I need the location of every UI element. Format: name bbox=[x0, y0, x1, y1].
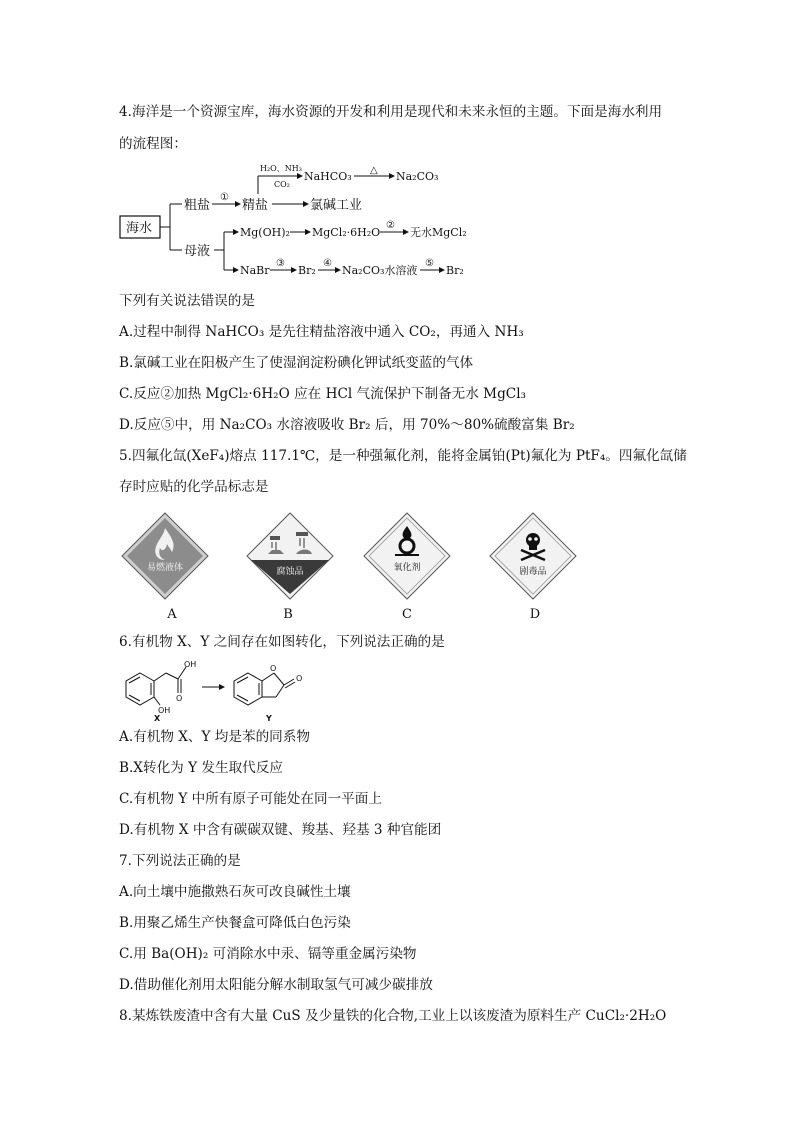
hazard-label-d: 剧毒品 bbox=[519, 567, 547, 577]
reaction-scheme bbox=[120, 655, 320, 723]
hazard-signs bbox=[120, 508, 600, 628]
q6-stem: 6.有机物 X、Y 之间存在如图转化，下列说法正确的是 bbox=[119, 634, 445, 650]
x-oh-phenol-label: OH bbox=[158, 706, 171, 715]
reagents-bottom-label: CO₂ bbox=[274, 180, 290, 189]
mgoh2-label: Mg(OH)₂ bbox=[240, 226, 290, 239]
step-5-marker: ⑤ bbox=[425, 258, 434, 269]
q4-option-b: B.氯碱工业在阳极产生了使湿润淀粉碘化钾试纸变蓝的气体 bbox=[119, 355, 474, 371]
q4-option-d: D.反应⑤中，用 Na₂CO₃ 水溶液吸收 Br₂ 后，用 70%～80%硫酸富集 Br₂ bbox=[119, 417, 575, 433]
x-oh-acid-label: OH bbox=[184, 660, 197, 669]
crude-salt-label: 粗盐 bbox=[184, 198, 211, 213]
br2-first-label: Br₂ bbox=[298, 264, 316, 277]
anhydrous-mgcl2-label: 无水MgCl₂ bbox=[410, 226, 467, 239]
hazard-letter-d: D bbox=[529, 607, 541, 622]
q5-stem-line-1: 5.四氟化氙(XeF₄)熔点 117.1℃，是一种强氟化剂，能将金属铂(Pt)氟化为 PtF₄。四氟化氙储 bbox=[119, 448, 687, 464]
q4-stem-line-1: 4.海洋是一个资源宝库，海水资源的开发和利用是现代和未来永恒的主题。下面是海水利用 bbox=[119, 104, 663, 120]
nahco3-label: NaHCO₃ bbox=[304, 170, 352, 183]
q6-option-b: B.X转化为 Y 发生取代反应 bbox=[119, 760, 283, 776]
hazard-sign-b bbox=[247, 513, 333, 599]
hazard-letter-c: C bbox=[402, 607, 412, 622]
q4-question: 下列有关说法错误的是 bbox=[119, 293, 255, 309]
x-o-label: O bbox=[176, 694, 183, 703]
br2-second-label: Br₂ bbox=[446, 264, 464, 277]
na2co3-solution-label: Na₂CO₃水溶液 bbox=[342, 264, 418, 277]
y-carbonyl-o-label: O bbox=[296, 674, 303, 683]
heat-symbol: △ bbox=[370, 165, 378, 176]
hazard-label-a: 易燃液体 bbox=[146, 563, 184, 573]
mgcl2-hydrate-label: MgCl₂·6H₂O bbox=[312, 226, 381, 239]
hazard-label-b: 腐蚀品 bbox=[276, 567, 304, 577]
hazard-sign-d bbox=[490, 513, 576, 599]
molecule-x-label: X bbox=[154, 714, 161, 723]
q8-stem: 8.某炼铁废渣中含有大量 CuS 及少量铁的化合物,工业上以该废渣为原料生产 CuCl₂·2H₂O bbox=[119, 1008, 667, 1024]
step-4-marker: ④ bbox=[323, 258, 332, 269]
hazard-label-c: 氧化剂 bbox=[393, 563, 421, 573]
y-ring-o-label: O bbox=[270, 664, 277, 673]
q7-option-d: D.借助催化剂用太阳能分解水制取氢气可减少碳排放 bbox=[119, 977, 433, 993]
refined-salt-label: 精盐 bbox=[242, 198, 269, 213]
q6-option-c: C.有机物 Y 中所有原子可能处在同一平面上 bbox=[119, 791, 382, 807]
seawater-label: 海水 bbox=[126, 221, 153, 236]
seawater-flowchart bbox=[118, 160, 478, 280]
molecule-y bbox=[234, 673, 295, 705]
q7-option-c: C.用 Ba(OH)₂ 可消除水中汞、镉等重金属污染物 bbox=[119, 946, 417, 962]
chlor-alkali-label: 氯碱工业 bbox=[310, 198, 363, 213]
q4-option-a: A.过程中制得 NaHCO₃ 是先往精盐溶液中通入 CO₂，再通入 NH₃ bbox=[119, 324, 524, 340]
hazard-letter-a: A bbox=[167, 607, 177, 622]
hazard-sign-a bbox=[122, 513, 208, 599]
q7-stem: 7.下列说法正确的是 bbox=[119, 853, 241, 869]
q6-option-a: A.有机物 X、Y 均是苯的同系物 bbox=[119, 729, 310, 745]
mother-liquor-label: 母液 bbox=[184, 244, 211, 259]
q5-stem-line-2: 存时应贴的化学品标志是 bbox=[119, 479, 269, 495]
step-2-marker: ② bbox=[386, 220, 395, 231]
nabr-label: NaBr bbox=[240, 264, 270, 277]
step-1-marker: ① bbox=[220, 192, 229, 203]
q4-option-c: C.反应②加热 MgCl₂·6H₂O 应在 HCl 气流保护下制备无水 MgCl₃ bbox=[119, 386, 527, 402]
q6-option-d: D.有机物 X 中含有碳碳双键、羧基、羟基 3 种官能团 bbox=[119, 822, 442, 838]
q4-stem-line-2: 的流程图： bbox=[119, 136, 187, 152]
step-3-marker: ③ bbox=[276, 258, 285, 269]
reagents-top-label: H₂O、NH₃ bbox=[260, 164, 302, 173]
hazard-sign-c bbox=[364, 513, 450, 599]
hazard-letter-b: B bbox=[283, 607, 293, 622]
molecule-y-label: Y bbox=[266, 714, 272, 723]
na2co3-label: Na₂CO₃ bbox=[396, 170, 439, 183]
q7-option-b: B.用聚乙烯生产快餐盒可降低白色污染 bbox=[119, 915, 351, 931]
q7-option-a: A.向土壤中施撒熟石灰可改良碱性土壤 bbox=[119, 884, 351, 900]
